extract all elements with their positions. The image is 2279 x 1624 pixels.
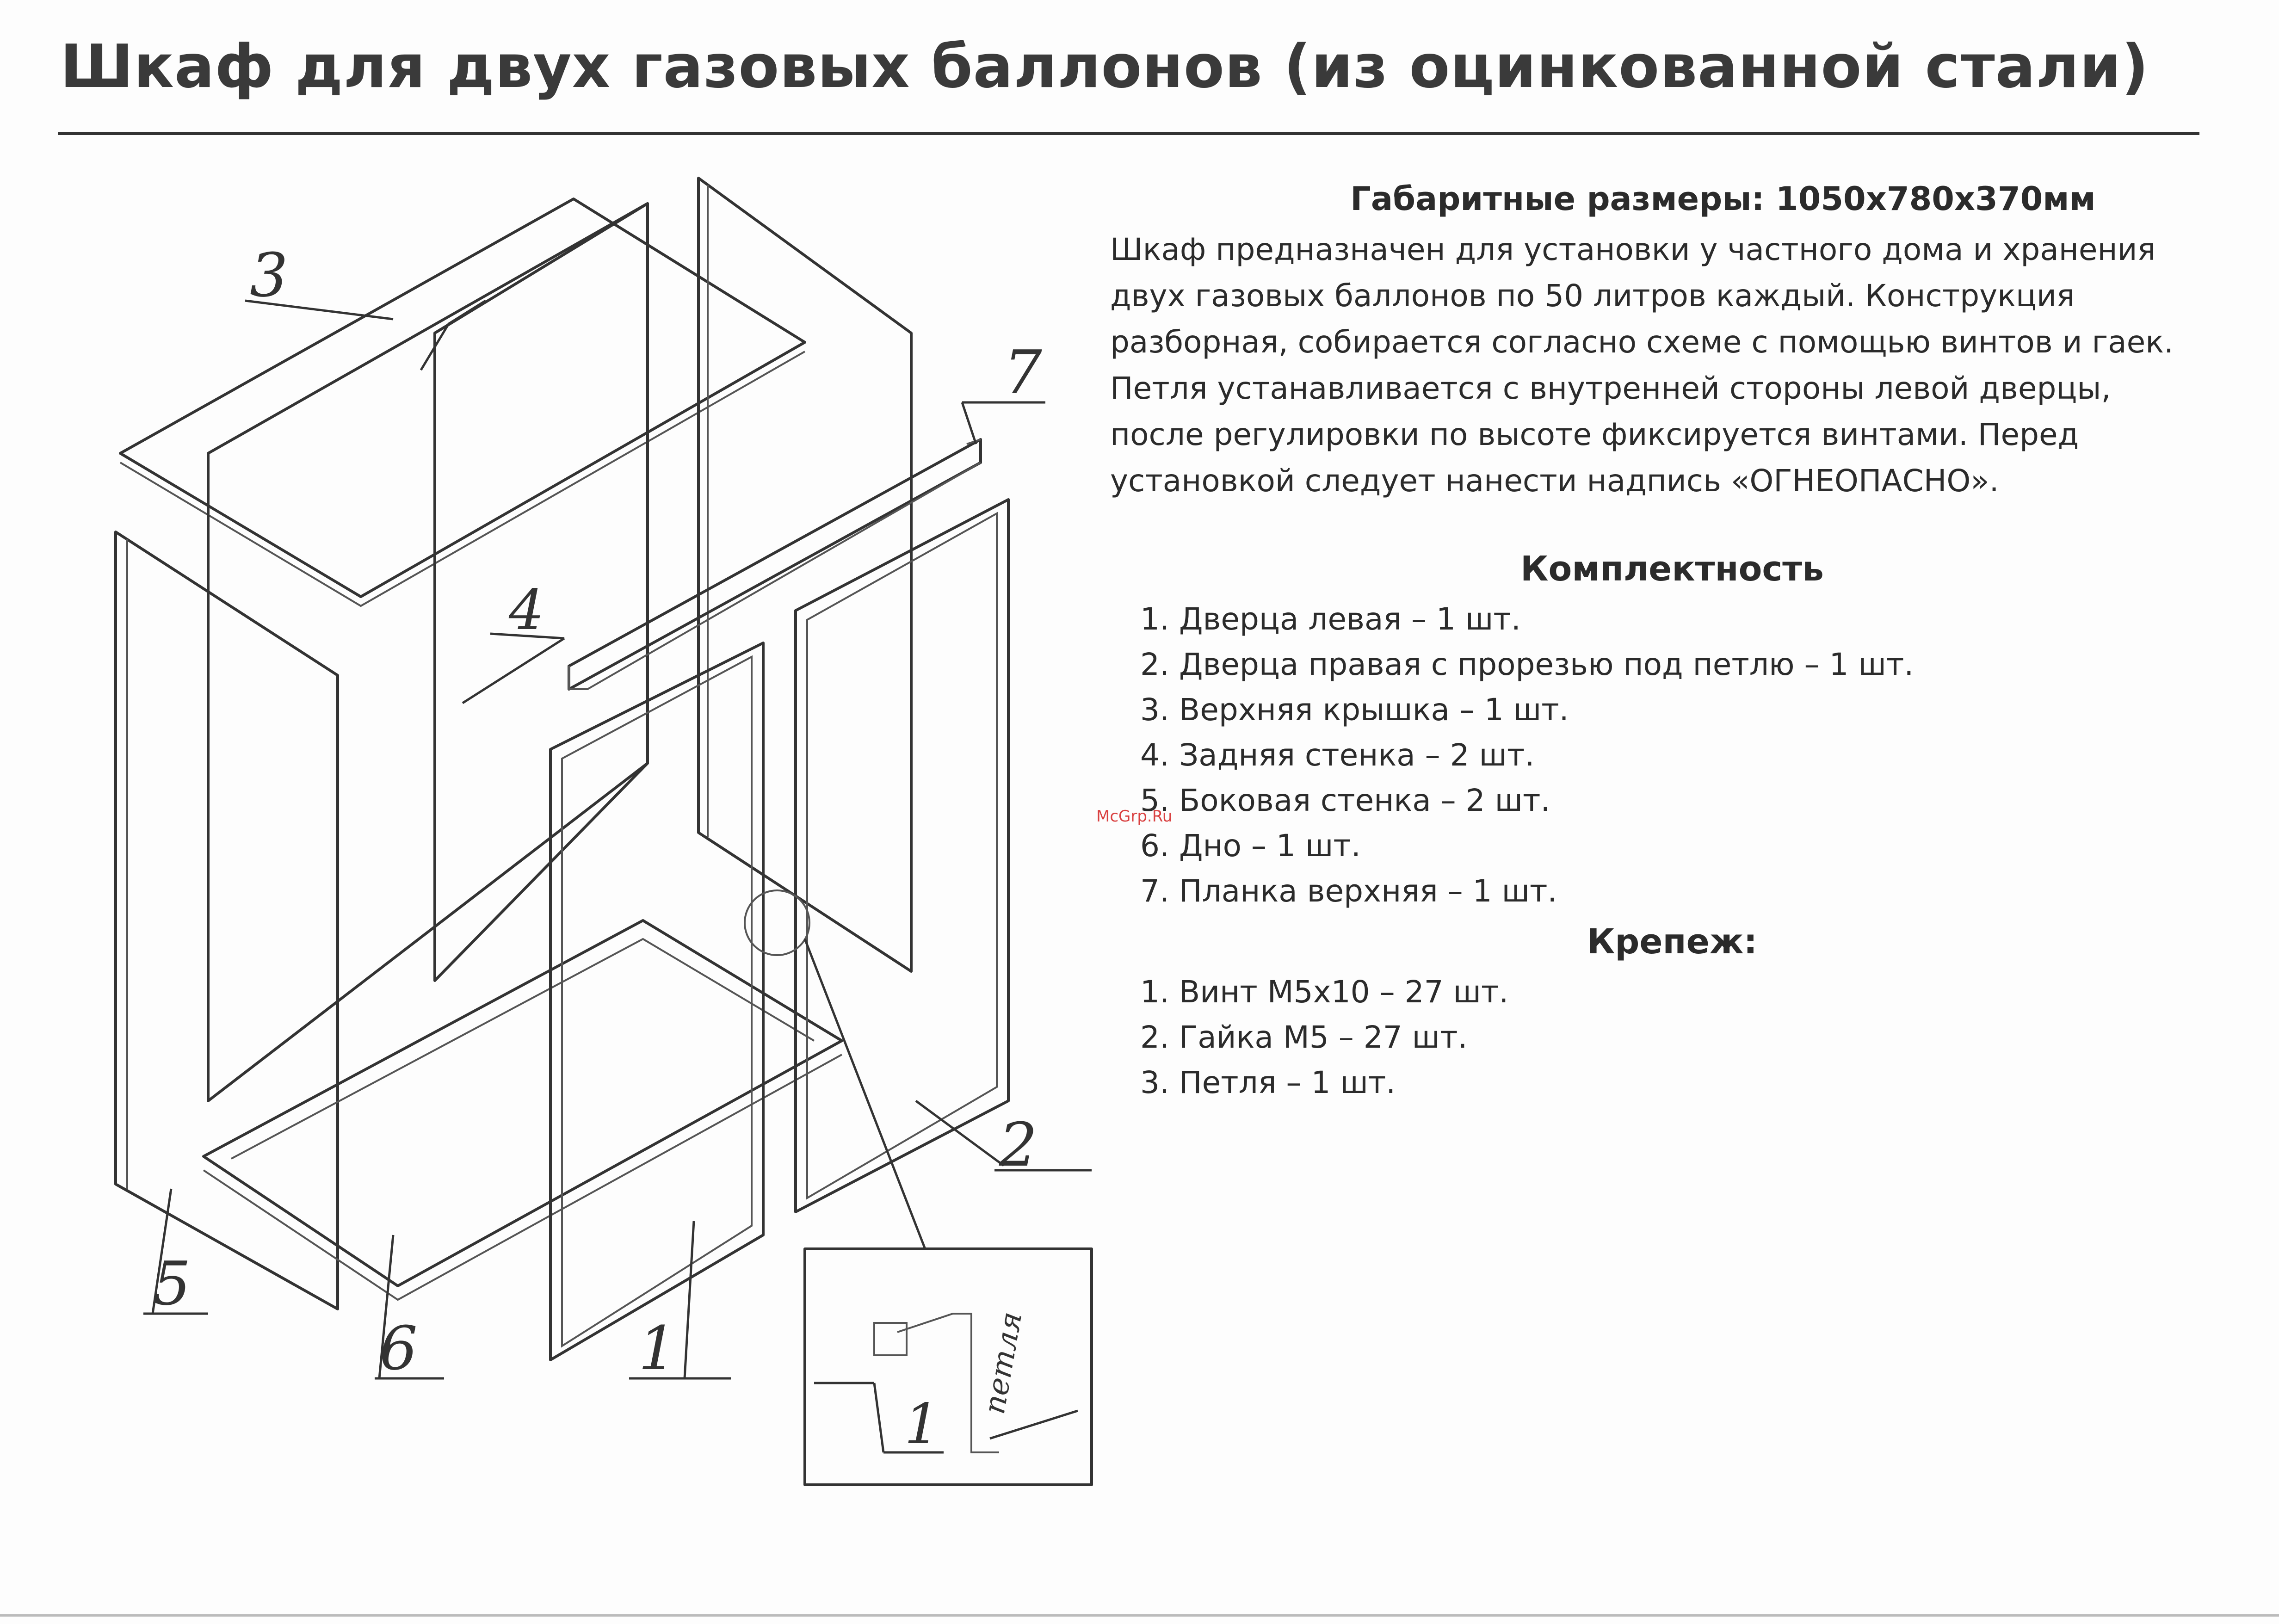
callout-6: 6 [379,1313,418,1383]
left-door-part [550,643,763,1360]
list-item: 4. Задняя стенка – 2 шт. [1140,737,1535,773]
callout-2: 2 [999,1110,1038,1180]
list-item: 3. Петля – 1 шт. [1140,1065,1396,1100]
side-wall-part [116,532,338,1309]
callout-3-leader-2 [421,301,486,370]
callout-5: 5 [153,1248,191,1319]
top-cover-part [120,199,805,597]
list-item: 1. Дверца левая – 1 шт. [1140,601,1521,637]
specification-block [1110,176,2197,1105]
bottom-rim [204,1055,842,1300]
page-title: Шкаф для двух газовых баллонов (из оцинкованной стали) [60,32,2149,101]
watermark: McGrp.Ru [1096,807,1173,826]
hinge-detail-box [805,1249,1092,1485]
callout-7: 7 [1004,337,1042,408]
completeness-list [1110,597,2197,914]
list-item: 7. Планка верхняя – 1 шт. [1140,873,1557,909]
callout-1-leader [685,1221,694,1378]
top-cover-rim [120,352,805,606]
list-item: 2. Гайка М5 – 27 шт. [1140,1019,1468,1055]
list-item: 6. Дно – 1 шт. [1140,828,1361,864]
hinge-detail-marker [745,890,809,955]
list-item: 3. Верхняя крышка – 1 шт. [1140,692,1569,728]
callout-4-leader [463,638,564,703]
callout-7-leader-2 [962,402,976,444]
description-paragraph: Шкаф предназначен для установки у частного дома и хранения двух газовых баллонов по 50 литров каждый. Конструкция разборная, собирается согласно схеме с помощью винтов и гаек. Петля устанавливается с внутренней стороны левой дверцы, после регулировки по высоте фиксируется винтами. Перед установкой следует нанести надпись «ОГНЕОПАСНО». [1110,232,2174,499]
detail-label: петля [977,1309,1029,1417]
right-door-part [796,500,1008,1212]
fasteners-list [1110,969,2197,1105]
scan-bottom-edge [0,1614,2279,1617]
list-item: 5. Боковая стенка – 2 шт. [1140,783,1550,818]
list-item: 1. Винт М5х10 – 27 шт. [1140,974,1509,1010]
back-wall-left [208,204,648,1101]
detail-number: 1 [904,1392,940,1457]
completeness-heading: Комплектность [1520,549,1824,589]
dimensions-heading: Габаритные размеры: 1050х780х370мм [1350,180,2096,218]
detail-leader-2 [874,1383,883,1452]
hinge-leader [805,939,925,1249]
callout-4: 4 [509,578,544,642]
list-item: 2. Дверца правая с прорезью под петлю – 1 шт. [1140,647,1914,682]
hinge-detail-screw [874,1323,907,1355]
top-strip-part [569,439,981,689]
left-door-inner [562,657,752,1346]
callout-3: 3 [250,240,288,310]
right-door-inner [807,513,997,1198]
callout-1: 1 [638,1313,677,1383]
fasteners-heading: Крепеж: [1587,922,1758,962]
